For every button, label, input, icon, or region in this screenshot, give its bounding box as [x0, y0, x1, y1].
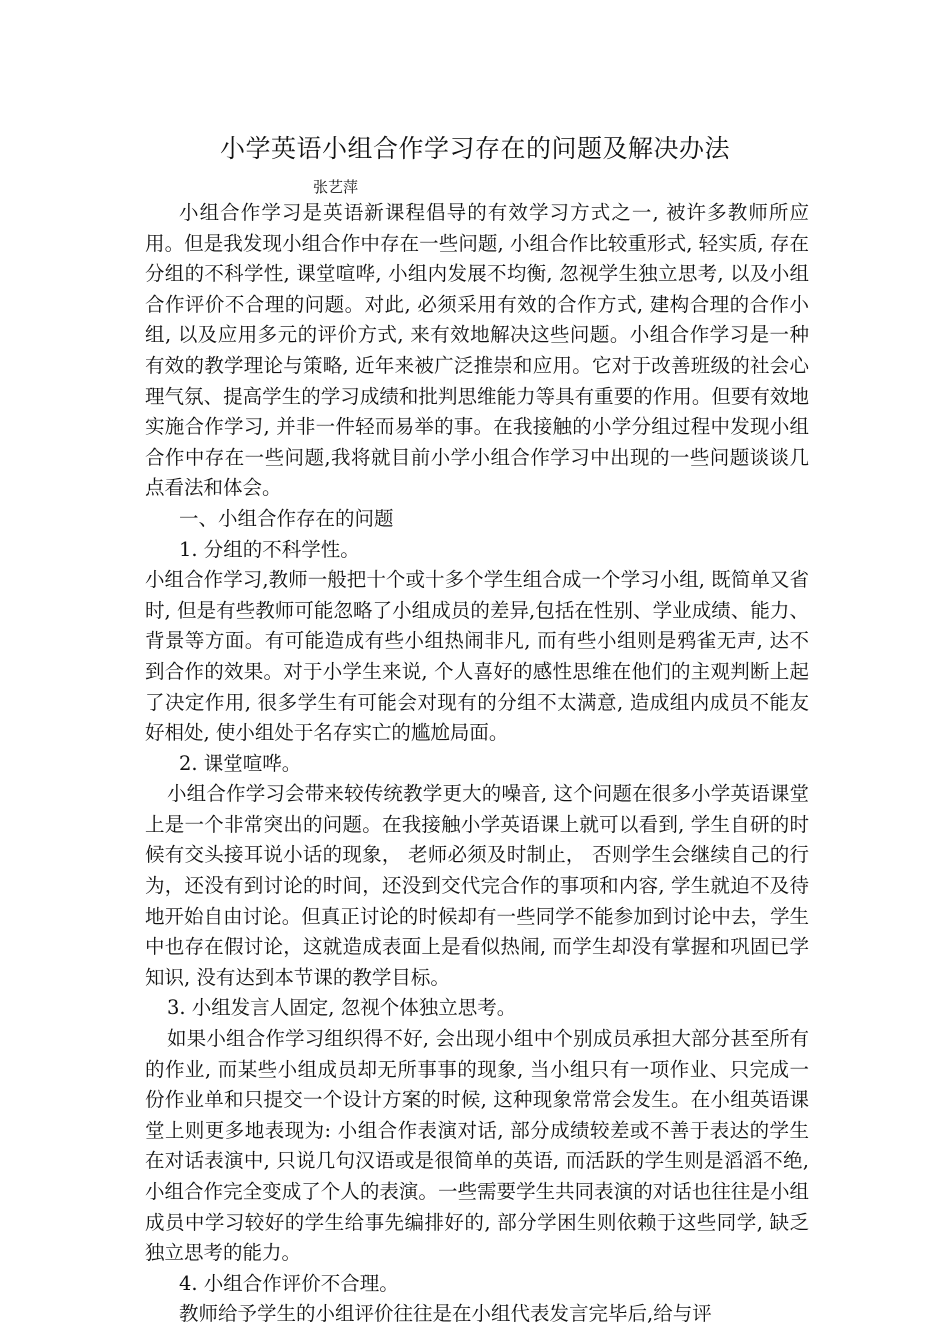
subheading-3: 3. 小组发言人固定, 忽视个体独立思考。: [167, 996, 517, 1020]
paragraph-intro: 小组合作学习是英语新课程倡导的有效学习方式之一, 被许多教师所应用。但是我发现小组合作中存在一些问题, 小组合作比较重形式, 轻实质, 存在分组的不科学性, 课堂喧哗, 小组内发展不均衡, 忽视学生独立思考, 以及小组合作评价不合理的问题。对此, 必须采用有效的合作方式, 建构合理的合作小组, 以及应用多元的评价方式, 来有效地解决这些问题。小组合作学习是一种有效的教学理论与策略, 近年来被广泛推崇和应用。它对于改善班级的社会心理气氛、提高学生的学习成绩和批判思维能力等具有重要的作用。但要有效地实施合作学习, 并非一件轻而易举的事。在我接触的小学分组过程中发现小组合作中存在一些问题,我将就目前小学小组合作学习中出现的一些问题谈谈几点看法和体会。: [145, 201, 809, 500]
document-title: 小学英语小组合作学习存在的问题及解决办法: [219, 134, 730, 163]
paragraph-grouping: 小组合作学习,教师一般把十个或十多个学生组合成一个学习小组, 既简单又省时, 但是有些教师可能忽略了小组成员的差异,包括在性别、学业成绩、能力、背景等方面。有可能造成有些小组热闹非凡, 而有些小组则是鸦雀无声, 达不到合作的效果。对于小学生来说, 个人喜好的感性思维在他们的主观判断上起了决定作用, 很多学生有可能会对现有的分组不太满意, 造成组内成员不能友好相处, 使小组处于名存实亡的尴尬局面。: [145, 568, 809, 745]
paragraph-noise: 小组合作学习会带来较传统教学更大的噪音, 这个问题在很多小学英语课堂上是一个非常突出的问题。在我接触小学英语课上就可以看到, 学生自研的时候有交头接耳说小话的现象， 老师必须及时制止， 否则学生会继续自己的行为，还没有到讨论的时间，还没到交代完合作的事项和内容, 学生就迫不及待地开始自由讨论。但真正讨论的时候却有一些同学不能参加到讨论中去，学生中也存在假讨论，这就造成表面上是看似热闹, 而学生却没有掌握和巩固已学知识, 没有达到本节课的教学目标。: [145, 782, 809, 989]
paragraph-evaluation: 教师给予学生的小组评价往往是在小组代表发言完毕后,给与评: [179, 1302, 712, 1326]
subheading-4: 4. 小组合作评价不合理。: [179, 1271, 399, 1295]
author-name: 张艺萍: [313, 178, 359, 196]
section-heading: 一、小组合作存在的问题: [179, 506, 394, 530]
document-body: [145, 198, 809, 1330]
subheading-1: 1. 分组的不科学性。: [179, 537, 360, 561]
paragraph-speaker: 如果小组合作学习组织得不好, 会出现小组中个别成员承担大部分甚至所有的作业, 而某些小组成员却无所事事的现象, 当小组只有一项作业、只完成一份作业单和只提交一个设计方案的时候, 这种现象常常会发生。在小组英语课堂上则更多地表现为: 小组合作表演对话, 部分成绩较差或不善于表达的学生在对话表演中, 只说几句汉语或是很简单的英语, 而活跃的学生则是滔滔不绝, 小组合作完全变成了个人的表演。一些需要学生共同表演的对话也往往是小组成员中学习较好的学生给事先编排好的, 部分学困生则依赖于这些同学, 缺乏独立思考的能力。: [145, 1027, 809, 1265]
subheading-2: 2. 课堂喧哗。: [179, 751, 302, 775]
